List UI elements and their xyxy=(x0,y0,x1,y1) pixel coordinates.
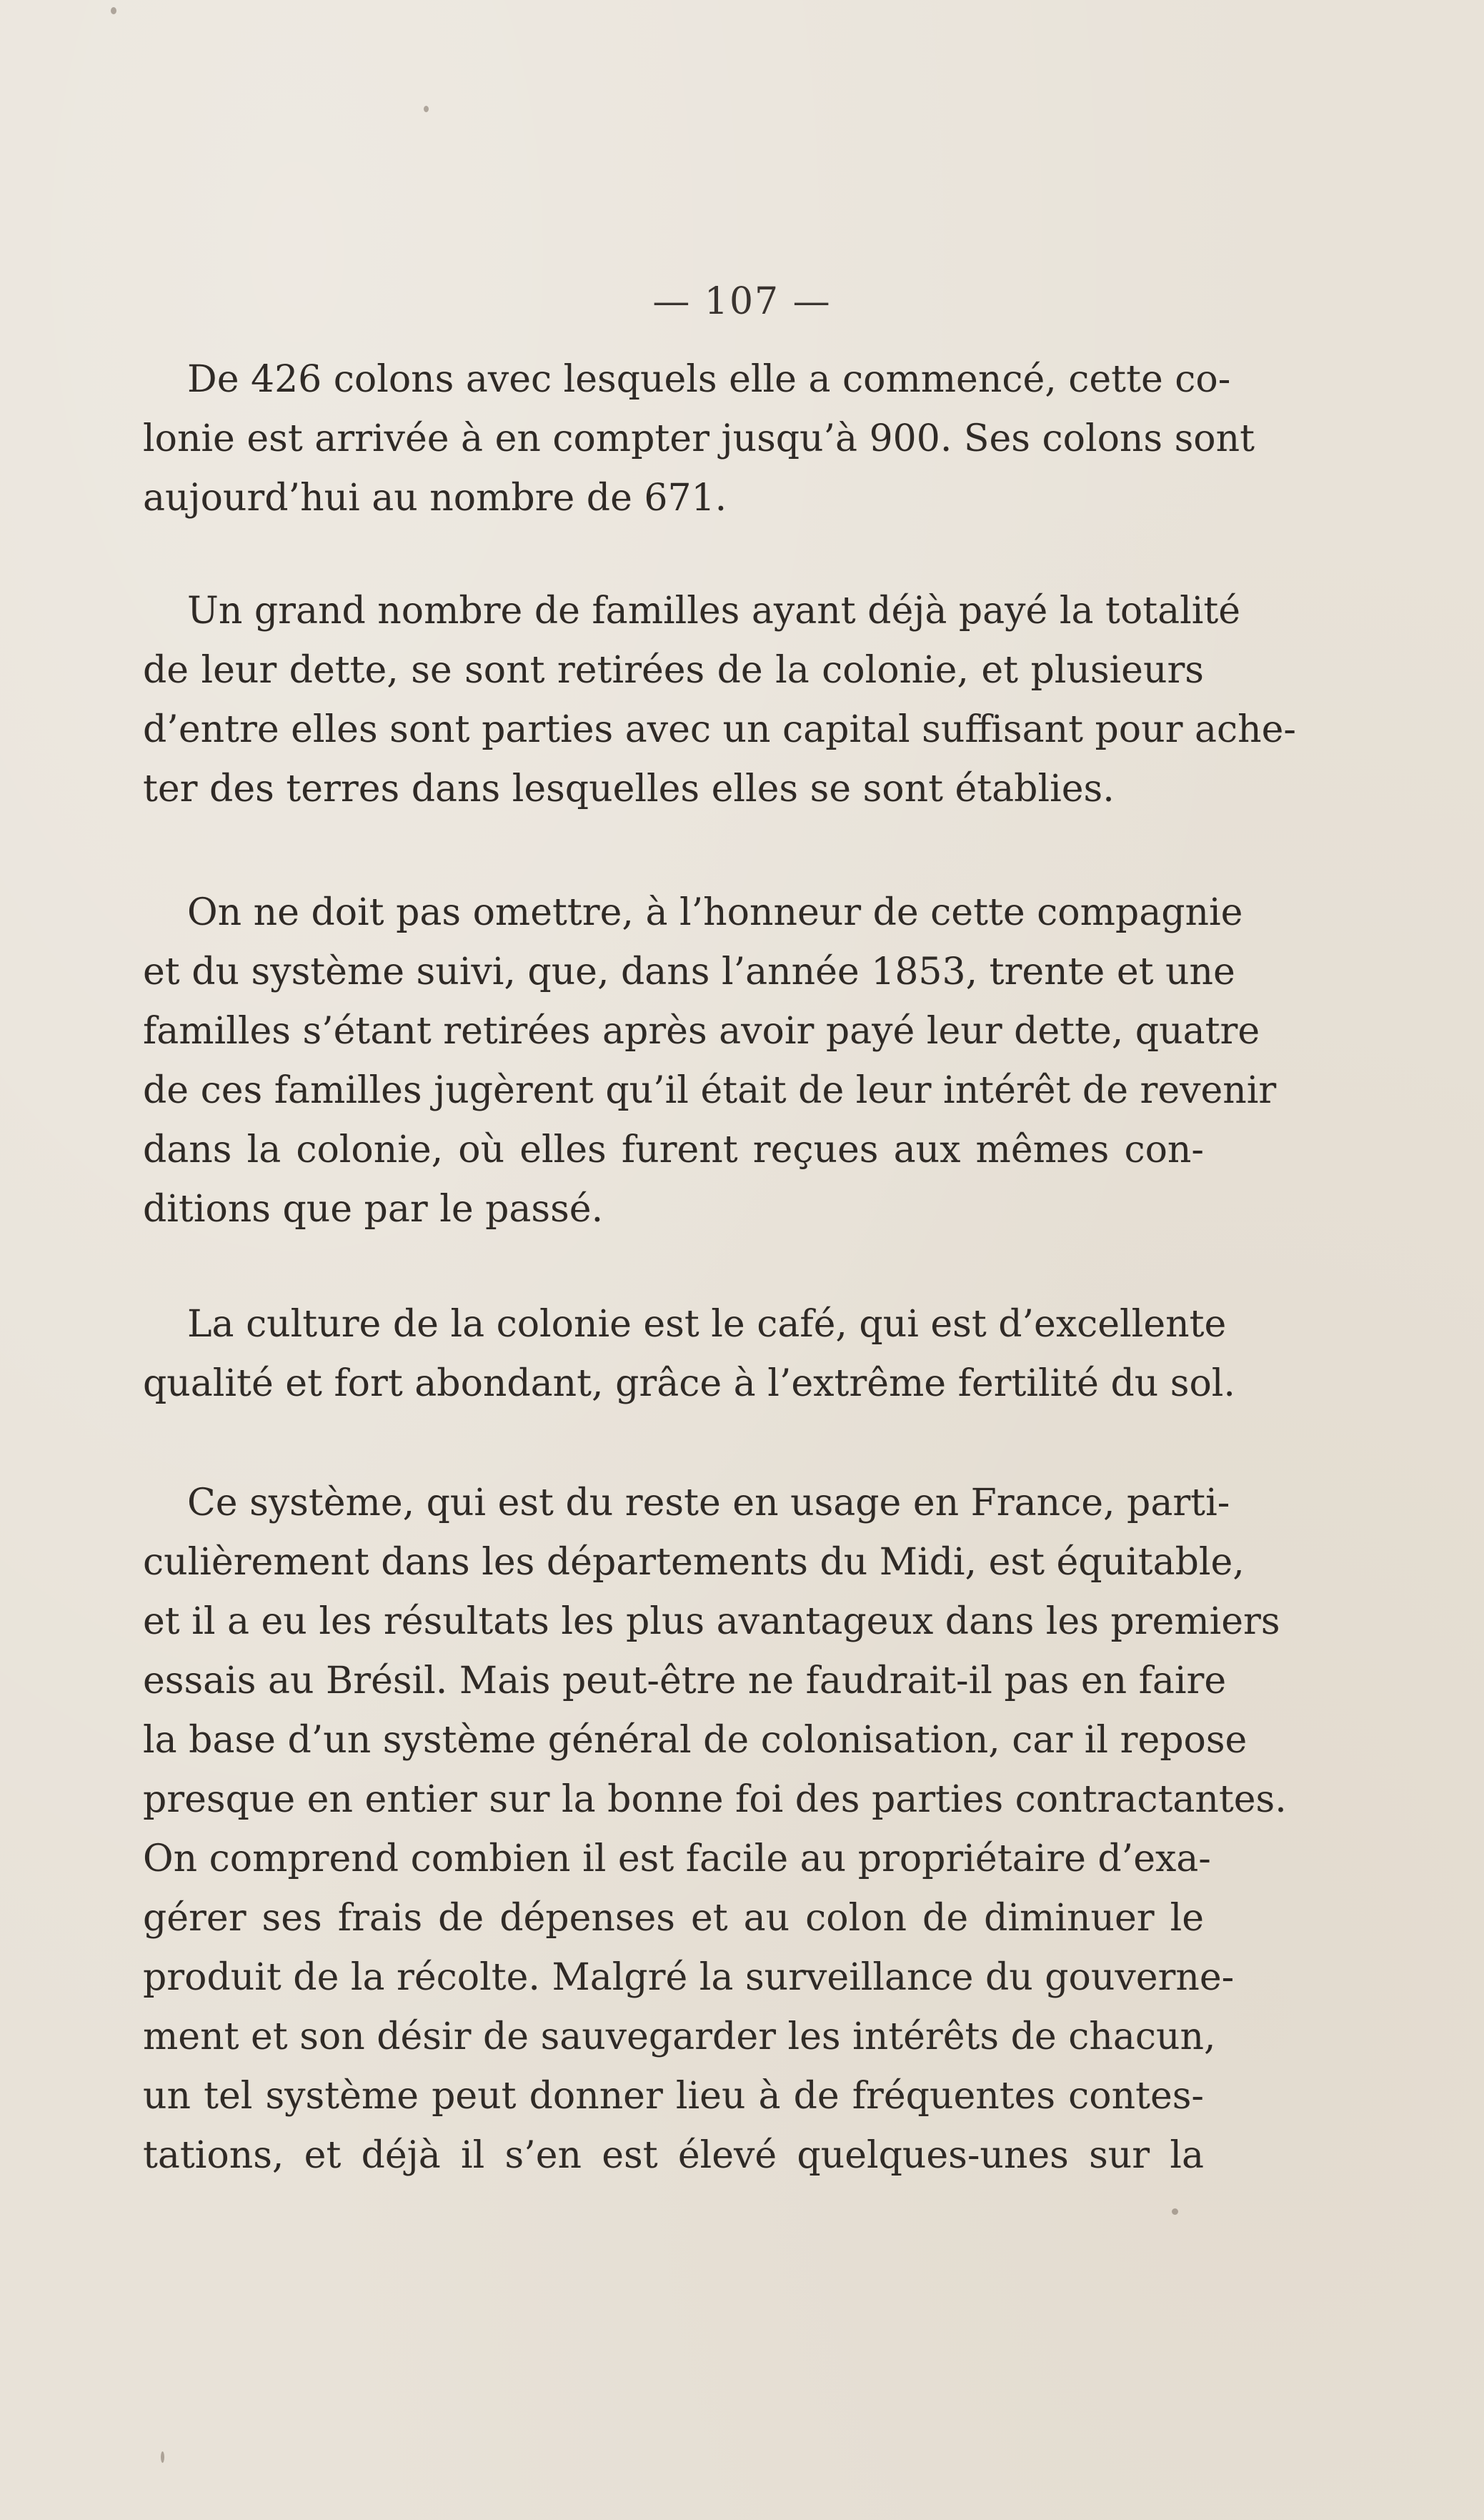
text-line: lonie est arrivée à en compter jusqu’à 900. Ses colons sont xyxy=(143,417,1255,460)
text-line: gérer ses frais de dépenses et au colon de diminuer le xyxy=(143,1897,1204,1940)
body-text xyxy=(143,1295,1235,1414)
body-text xyxy=(143,883,1277,1239)
text-line: ment et son désir de sauvegarder les intérêts de chacun, xyxy=(143,2015,1216,2058)
text-line: ter des terres dans lesquelles elles se sont établies. xyxy=(143,768,1115,810)
paragraph-3 xyxy=(143,883,1277,1239)
text-line: culièrement dans les départements du Midi, est équitable, xyxy=(143,1541,1245,1584)
text-line: qualité et fort abondant, grâce à l’extrême fertilité du sol. xyxy=(143,1362,1235,1405)
page-number: — 107 — xyxy=(652,280,832,323)
text-line: de ces familles jugèrent qu’il était de leur intérêt de revenir xyxy=(143,1069,1277,1112)
text-line: De 426 colons avec lesquels elle a commencé, cette co- xyxy=(187,358,1231,401)
body-text xyxy=(143,582,1296,819)
text-line: presque en entier sur la bonne foi des parties contractantes. xyxy=(143,1778,1287,1821)
text-line: Ce système, qui est du reste en usage en France, parti- xyxy=(187,1482,1230,1524)
paragraph-4 xyxy=(143,1295,1235,1414)
paper-speck xyxy=(1172,2208,1178,2215)
text-line: la base d’un système général de colonisation, car il repose xyxy=(143,1719,1248,1762)
paper-speck xyxy=(111,7,116,14)
text-line: tations, et déjà il s’en est élevé quelques-unes sur la xyxy=(143,2134,1204,2177)
paper-speck xyxy=(161,2451,164,2463)
text-line: ditions que par le passé. xyxy=(143,1188,604,1231)
text-line: produit de la récolte. Malgré la surveillance du gouverne- xyxy=(143,1956,1235,1999)
paragraph-2 xyxy=(143,582,1296,819)
text-line: La culture de la colonie est le café, qui est d’excellente xyxy=(187,1303,1227,1346)
text-line: d’entre elles sont parties avec un capital suffisant pour ache- xyxy=(143,708,1296,751)
body-text xyxy=(143,1474,1287,2186)
text-line: et il a eu les résultats les plus avantageux dans les premiers xyxy=(143,1600,1280,1643)
text-line: et du système suivi, que, dans l’année 1853, trente et une xyxy=(143,951,1235,993)
text-line: familles s’étant retirées après avoir payé leur dette, quatre xyxy=(143,1010,1260,1053)
text-line: essais au Brésil. Mais peut-être ne faudrait-il pas en faire xyxy=(143,1660,1227,1702)
text-line: dans la colonie, où elles furent reçues aux mêmes con- xyxy=(143,1128,1204,1171)
paper-speck xyxy=(424,106,429,112)
text-line: un tel système peut donner lieu à de fréquentes contes- xyxy=(143,2075,1204,2118)
paragraph-5 xyxy=(143,1474,1287,2186)
paragraph-1 xyxy=(143,350,1255,528)
text-line: aujourd’hui au nombre de 671. xyxy=(143,477,727,520)
text-line: On ne doit pas omettre, à l’honneur de cette compagnie xyxy=(187,891,1243,934)
text-line: On comprend combien il est facile au propriétaire d’exa- xyxy=(143,1837,1211,1880)
body-text xyxy=(143,350,1255,528)
text-line: de leur dette, se sont retirées de la colonie, et plusieurs xyxy=(143,649,1204,692)
text-line: Un grand nombre de familles ayant déjà payé la totalité xyxy=(187,590,1241,633)
